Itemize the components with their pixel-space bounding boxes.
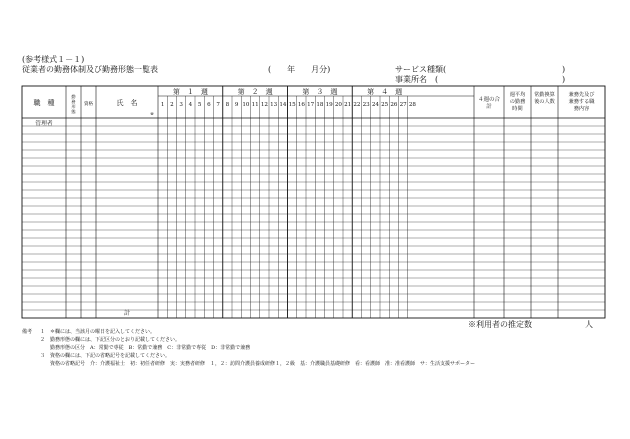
week-label: 第 ３ 週 [302, 88, 338, 96]
note-line: 資格の省略記号 介：介護福祉士 初：初任者研修 実：実務者研修 １，２：訪問介護員養成研修１，２級 基：介護職員基礎研修 看：看護師 准：准看護師 サ：生活支援サポーター [40, 361, 476, 367]
notes-heading: 備考 [22, 329, 33, 335]
day-label: 28 [408, 102, 416, 108]
day-label: 18 [316, 102, 324, 108]
header-fte: 後の人数 [534, 99, 555, 105]
header-work-form: 態 [71, 109, 76, 114]
day-label: 2 [170, 102, 174, 108]
day-label: 11 [251, 102, 259, 108]
day-label: 22 [353, 102, 361, 108]
note-line: ３ 資格の欄には、下記の省略記号を記載してください。 [40, 353, 171, 359]
day-label: 27 [399, 102, 407, 108]
total-row-label: 計 [123, 310, 131, 317]
header-work-form: 務 [71, 99, 76, 104]
header-fte: 常勤換算 [534, 92, 555, 98]
service-type-close: ) [562, 65, 566, 74]
day-label: 15 [288, 102, 296, 108]
form-title: 従業者の勤務体制及び勤務形態一覧表 [22, 65, 158, 74]
day-label: 17 [307, 102, 315, 108]
day-label: 25 [381, 102, 389, 108]
header-name: 氏 名 [116, 99, 138, 107]
header-work-form: 形 [71, 104, 76, 109]
day-label: 1 [160, 102, 165, 108]
header-concurrent-duty: 兼務先及び [568, 92, 595, 98]
header-concurrent-duty: 務内容 [573, 106, 590, 112]
row-job-manager: 管理者 [35, 121, 53, 127]
day-label: 3 [179, 102, 183, 108]
day-label: 4 [188, 102, 193, 108]
day-label: 5 [197, 102, 202, 108]
day-label: 23 [362, 102, 370, 108]
office-name-field[interactable]: 事業所名 ( [395, 75, 439, 84]
day-label: 16 [297, 102, 305, 108]
day-label: 26 [390, 102, 398, 108]
day-label: 20 [334, 102, 342, 108]
note-line: 勤務形態の区分 A：常勤で専従 B：常勤で兼務 C：非常勤で専従 D：非常勤で兼務 [40, 345, 251, 351]
day-label: 21 [344, 102, 352, 108]
service-type-field[interactable]: サービス種類( [395, 65, 447, 74]
day-label: 6 [207, 102, 211, 108]
day-label: 10 [242, 102, 250, 108]
day-label: 14 [279, 102, 287, 108]
day-label: 19 [325, 102, 333, 108]
period-field[interactable]: ( 年 月分) [268, 65, 331, 74]
week-label: 第 ４ 週 [367, 88, 403, 96]
day-label: 7 [216, 102, 220, 108]
day-label: 24 [371, 102, 379, 108]
user-estimate-label: ※利用者の推定数 [468, 320, 532, 329]
week-label: 第 １ 週 [172, 88, 208, 96]
header-weekly-average: 週平均 [509, 92, 526, 98]
header-four-week-total: ４週の合 [477, 97, 501, 103]
week-label: 第 ２ 週 [237, 88, 273, 96]
note-line: ２ 勤務形態の欄には、下記区分のとおり記載してください。 [40, 337, 181, 343]
day-label: 12 [260, 102, 268, 108]
office-name-close: ) [562, 75, 566, 84]
header-asterisk: ※ [150, 112, 154, 117]
roster-grid [22, 86, 605, 318]
header-job: 職 種 [33, 99, 55, 107]
day-label: 9 [234, 102, 239, 108]
header-work-form: 勤 [71, 94, 76, 99]
header-four-week-total: 計 [486, 104, 492, 110]
note-line: １ ＊欄には、当該月の曜日を記入してください。 [40, 329, 156, 335]
day-label: 8 [225, 102, 230, 108]
header-weekly-average: 時間 [512, 106, 523, 112]
user-estimate-unit: 人 [585, 320, 593, 329]
form-reference: (参考様式１－１) [22, 55, 85, 64]
header-qualification: 資格 [84, 102, 93, 107]
table-border [22, 86, 605, 318]
header-concurrent-duty: 兼務する職 [568, 99, 595, 105]
day-label: 13 [270, 102, 278, 108]
header-weekly-average: の勤務 [509, 99, 526, 105]
